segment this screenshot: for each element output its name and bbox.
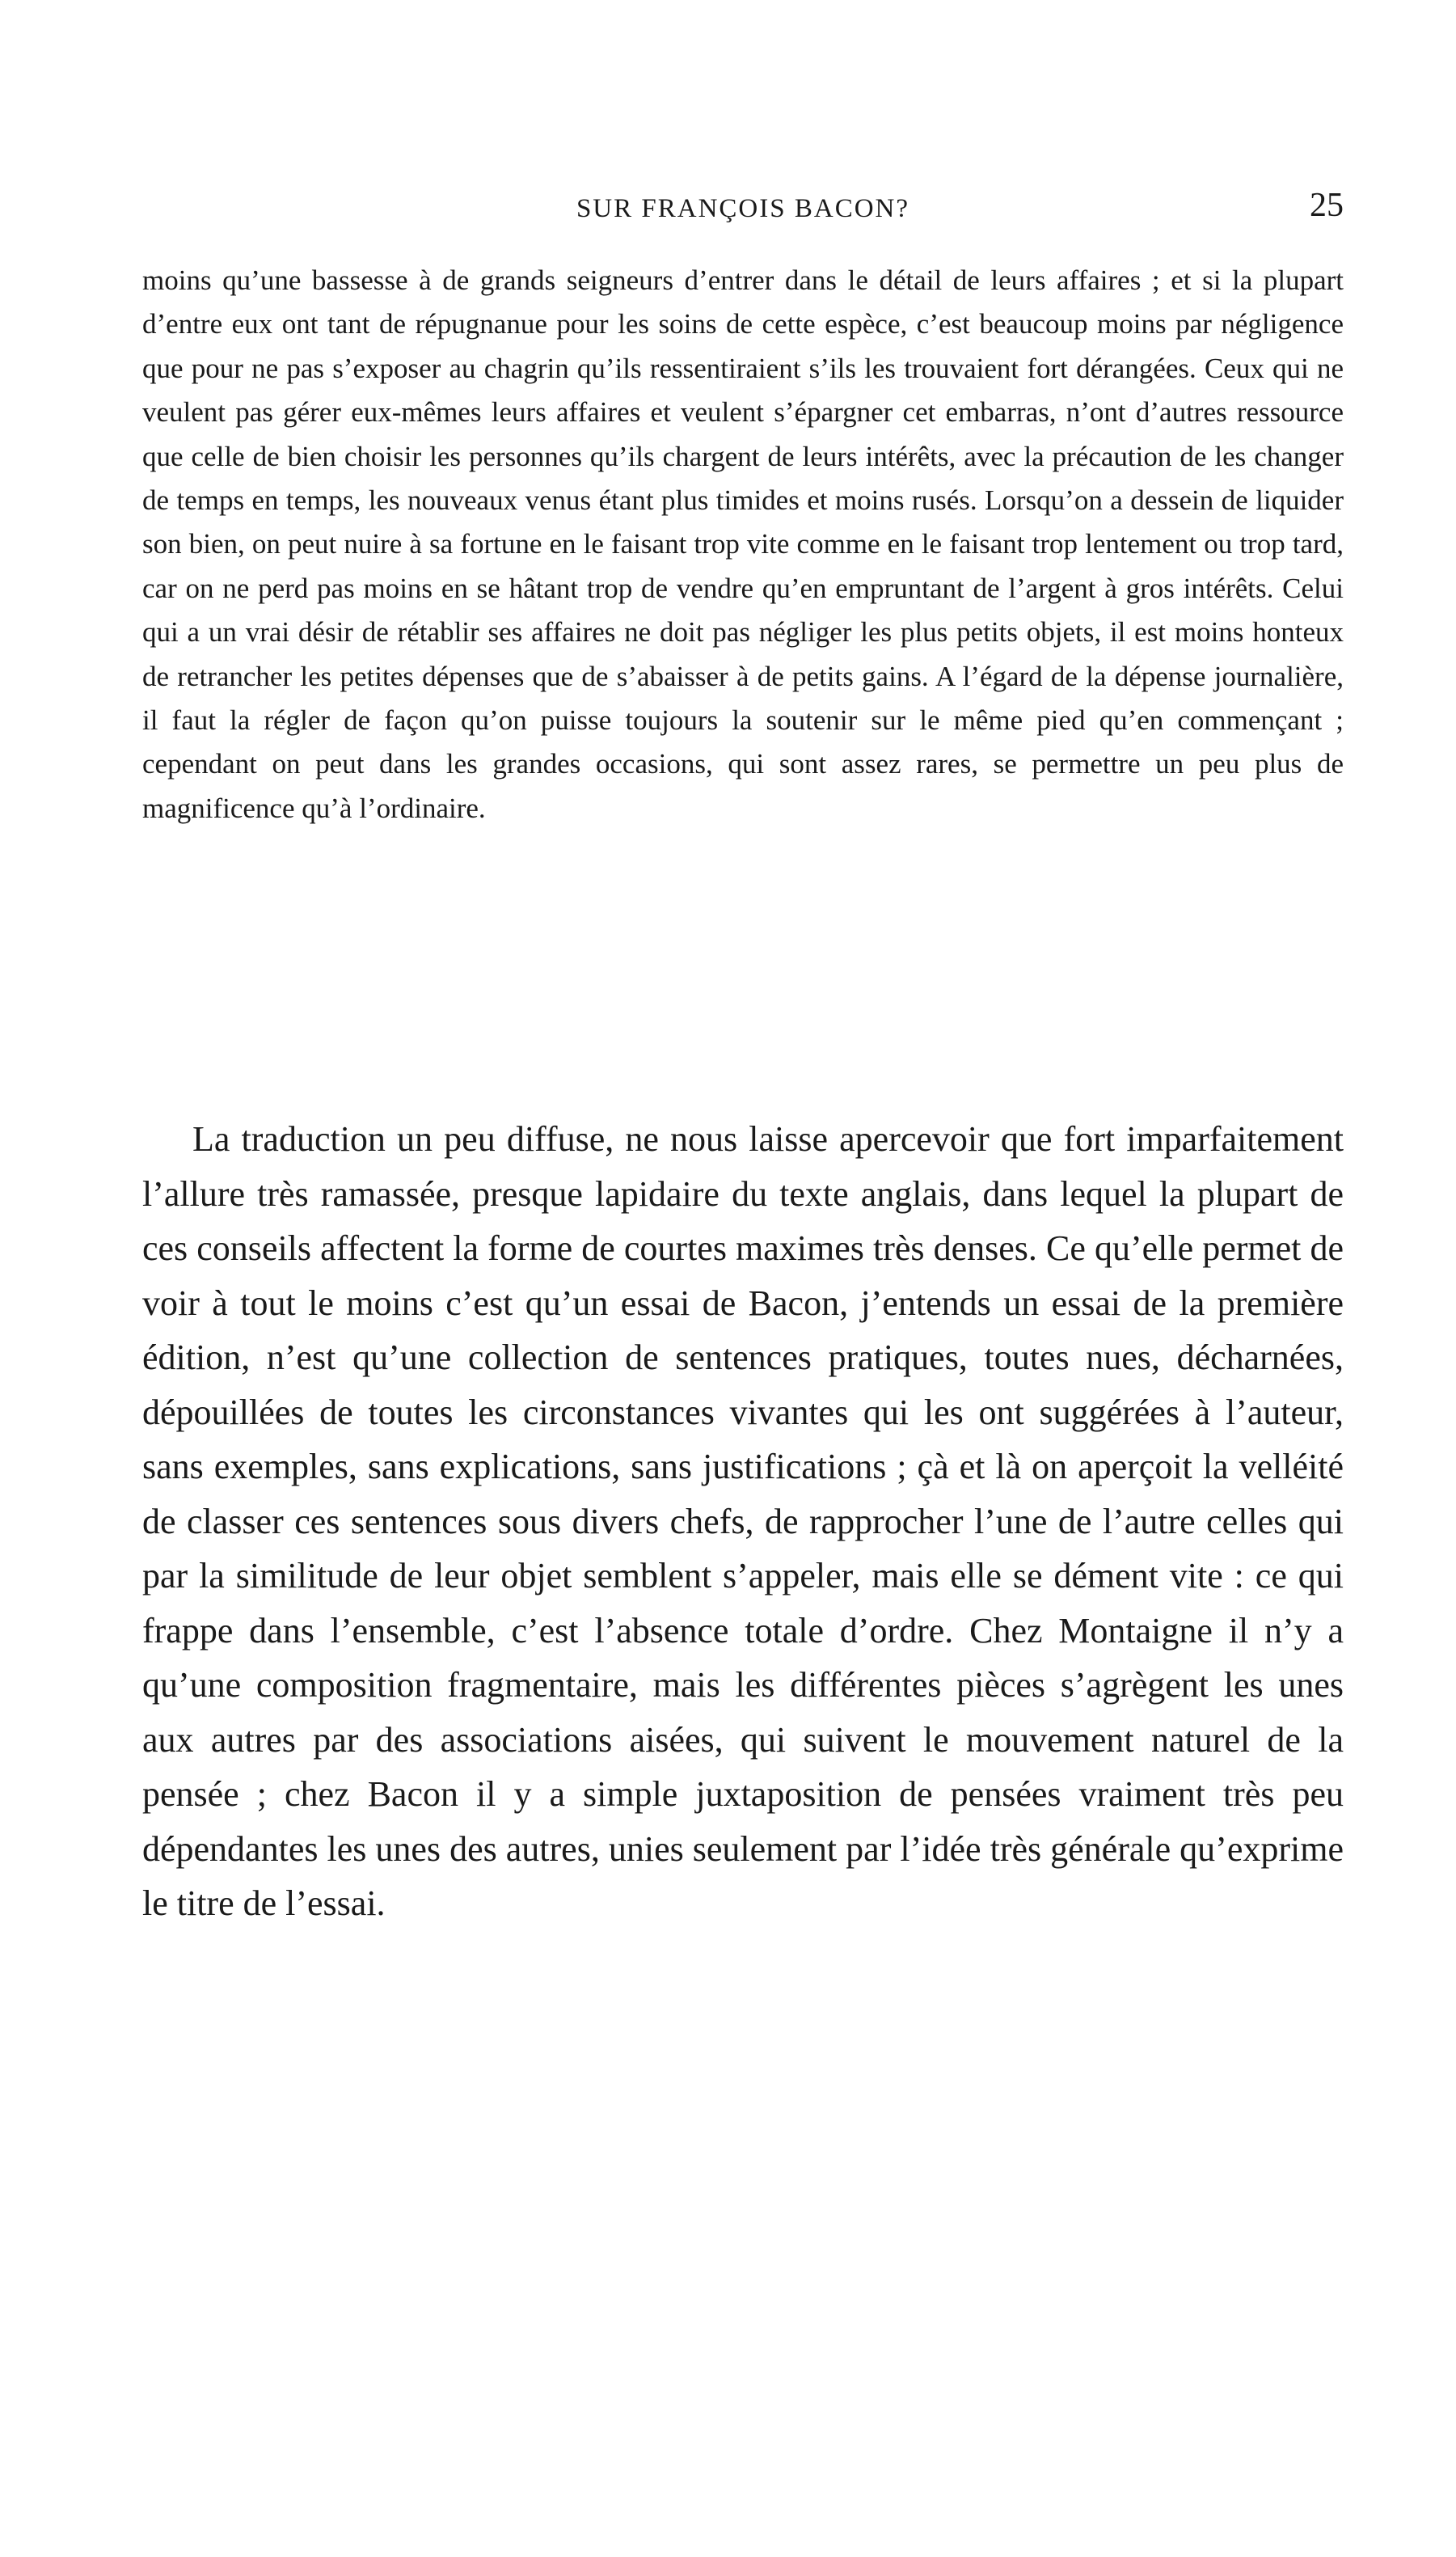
page-number: 25: [1310, 187, 1344, 224]
running-head: [142, 186, 1344, 235]
quoted-translation-block: moins qu’une bassesse à de grands seigneurs d’entrer dans le détail de leurs affaires ; et si la plupart d’entre eux ont tant de répugnanue pour les soins de cette espèce, c’est beaucoup moins par négligence que pour ne pas s’exposer au chagrin qu’ils ressentiraient s’ils les trouvaient fort dérangées. Ceux qui ne veulent pas gérer eux-mêmes leurs affaires et veulent s’épargner cet embarras, n’ont d’autres ressource que celle de bien choisir les personnes qu’ils chargent de leurs intérêts, avec la précaution de les changer de temps en temps, les nouveaux venus étant plus timides et moins rusés. Lorsqu’on a dessein de liquider son bien, on peut nuire à sa fortune en le faisant trop vite comme en le faisant trop lentement ou trop tard, car on ne perd pas moins en se hâtant trop de vendre qu’en empruntant de l’argent à gros intérêts. Celui qui a un vrai désir de rétablir ses affaires ne doit pas négliger les plus petits objets, il est moins honteux de retrancher les petites dépenses que de s’abaisser à de petits gains. A l’égard de la dépense journalière, il faut la régler de façon qu’on puisse toujours la soutenir sur le même pied qu’en commençant ; cependant on peut dans les grandes occasions, qui sont assez rares, se permettre un peu plus de magnificence qu’à l’ordinaire.: [142, 264, 1344, 824]
running-title: SUR FRANÇOIS BACON?: [576, 194, 910, 223]
commentary-paragraph: La traduction un peu diffuse, ne nous laisse apercevoir que fort imparfaitement l’allure très ramassée, presque lapidaire du texte anglais, dans lequel la plupart de ces conseils affectent la forme de courtes maximes très denses. Ce qu’elle permet de voir à tout le moins c’est qu’un essai de Bacon, j’entends un essai de la première édition, n’est qu’une collection de sentences pratiques, toutes nues, décharnées, dépouillées de toutes les circonstances vivantes qui les ont suggérées à l’auteur, sans exemples, sans explications, sans justifications ; çà et là on aperçoit la velléité de classer ces sentences sous divers chefs, de rapprocher l’une de l’autre celles qui par la similitude de leur objet semblent s’appeler, mais elle se dément vite : ce qui frappe dans l’ensemble, c’est l’absence totale d’ordre. Chez Montaigne il n’y a qu’une composition fragmentaire, mais les différentes pièces s’agrègent les unes aux autres par des associations aisées, qui suivent le mouvement naturel de la pensée ; chez Bacon il y a simple juxtaposition de pensées vraiment très peu dépendantes les unes des autres, unies seulement par l’idée très générale qu’exprime le titre de l’essai.: [142, 1119, 1344, 1923]
